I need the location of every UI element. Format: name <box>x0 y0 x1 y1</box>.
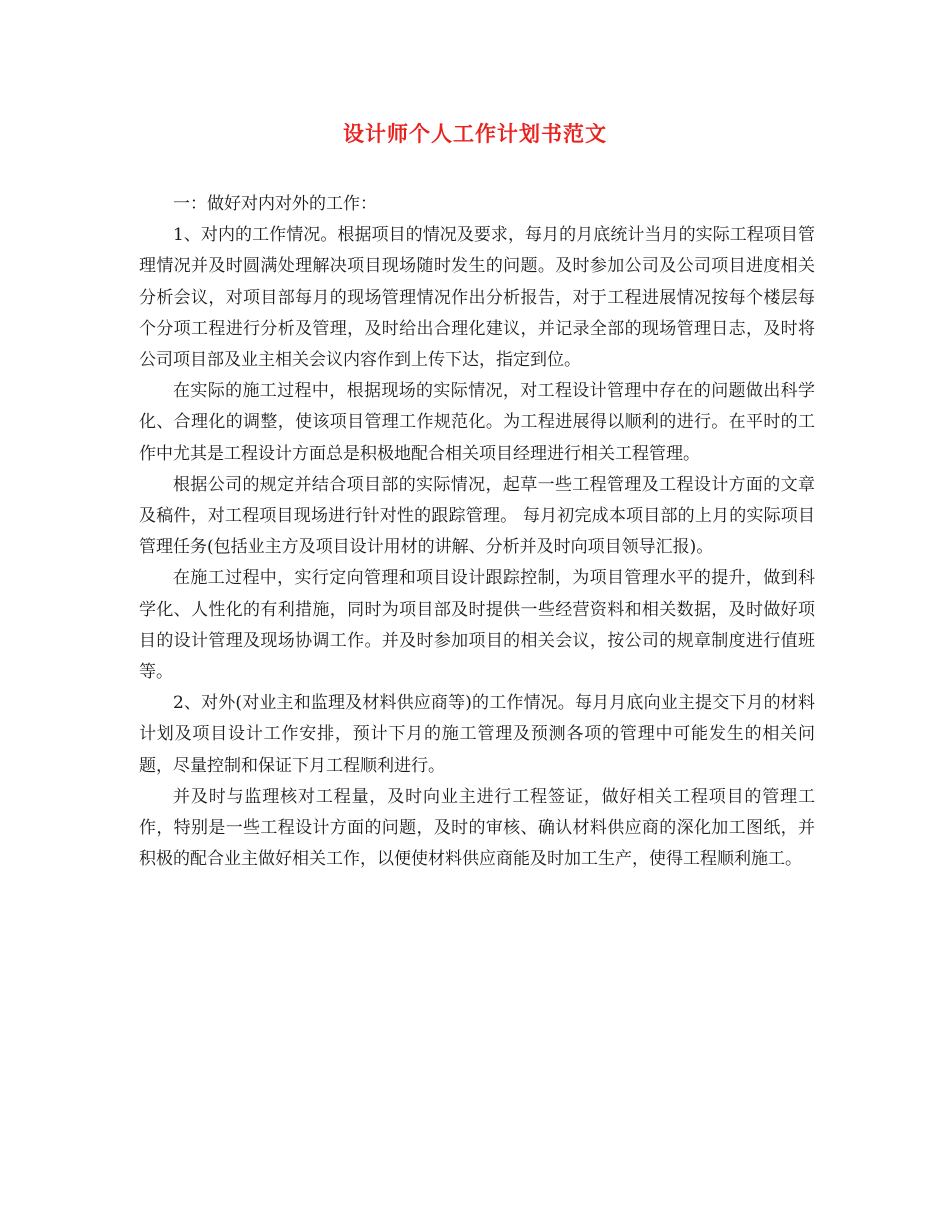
paragraph: 在施工过程中，实行定向管理和项目设计跟踪控制，为项目管理水平的提升，做到科学化、人性化的有利措施，同时为项目部及时提供一些经营资料和相关数据，及时做好项目的设计管理及现场协调工作。并及时参加项目的相关会议，按公司的规章制度进行值班等。 <box>139 568 815 683</box>
paragraph: 2、对外(对业主和监理及材料供应商等)的工作情况。每月月底向业主提交下月的材料计划及项目设计工作安排，预计下月的施工管理及预测各项的管理中可能发生的相关问题，尽量控制和保证下月工程顺利进行。 <box>139 693 815 776</box>
paragraph: 一：做好对内对外的工作： <box>173 194 377 214</box>
paragraph: 1、对内的工作情况。根据项目的情况及要求，每月的月底统计当月的实际工程项目管理情况并及时圆满处理解决项目现场随时发生的问题。及时参加公司及公司项目进度相关分析会议，对项目部每月的现场管理情况作出分析报告，对于工程进展情况按每个楼层每个分项工程进行分析及管理，及时给出合理化建议，并记录全部的现场管理日志，及时将公司项目部及业主相关会议内容作到上传下达，指定到位。 <box>139 225 815 371</box>
paragraph: 在实际的施工过程中，根据现场的实际情况，对工程设计管理中存在的问题做出科学化、合理化的调整，使该项目管理工作规范化。为工程进展得以顺利的进行。在平时的工作中尤其是工程设计方面总是积极地配合相关项目经理进行相关工程管理。 <box>139 381 815 464</box>
paragraph: 根据公司的规定并结合项目部的实际情况，起草一些工程管理及工程设计方面的文章及稿件，对工程项目现场进行针对性的跟踪管理。 每月初完成本项目部的上月的实际项目管理任务(包括业主方及项目设计用材的讲解、分析并及时向项目领导汇报)。 <box>139 474 815 558</box>
document-body <box>139 189 815 875</box>
paragraph: 并及时与监理核对工程量，及时向业主进行工程签证，做好相关工程项目的管理工作，特别是一些工程设计方面的问题，及时的审核、确认材料供应商的深化加工图纸，并积极的配合业主做好相关工作，以便使材料供应商能及时加工生产，使得工程顺利施工。 <box>139 786 815 870</box>
document-title: 设计师个人工作计划书范文 <box>343 121 607 146</box>
